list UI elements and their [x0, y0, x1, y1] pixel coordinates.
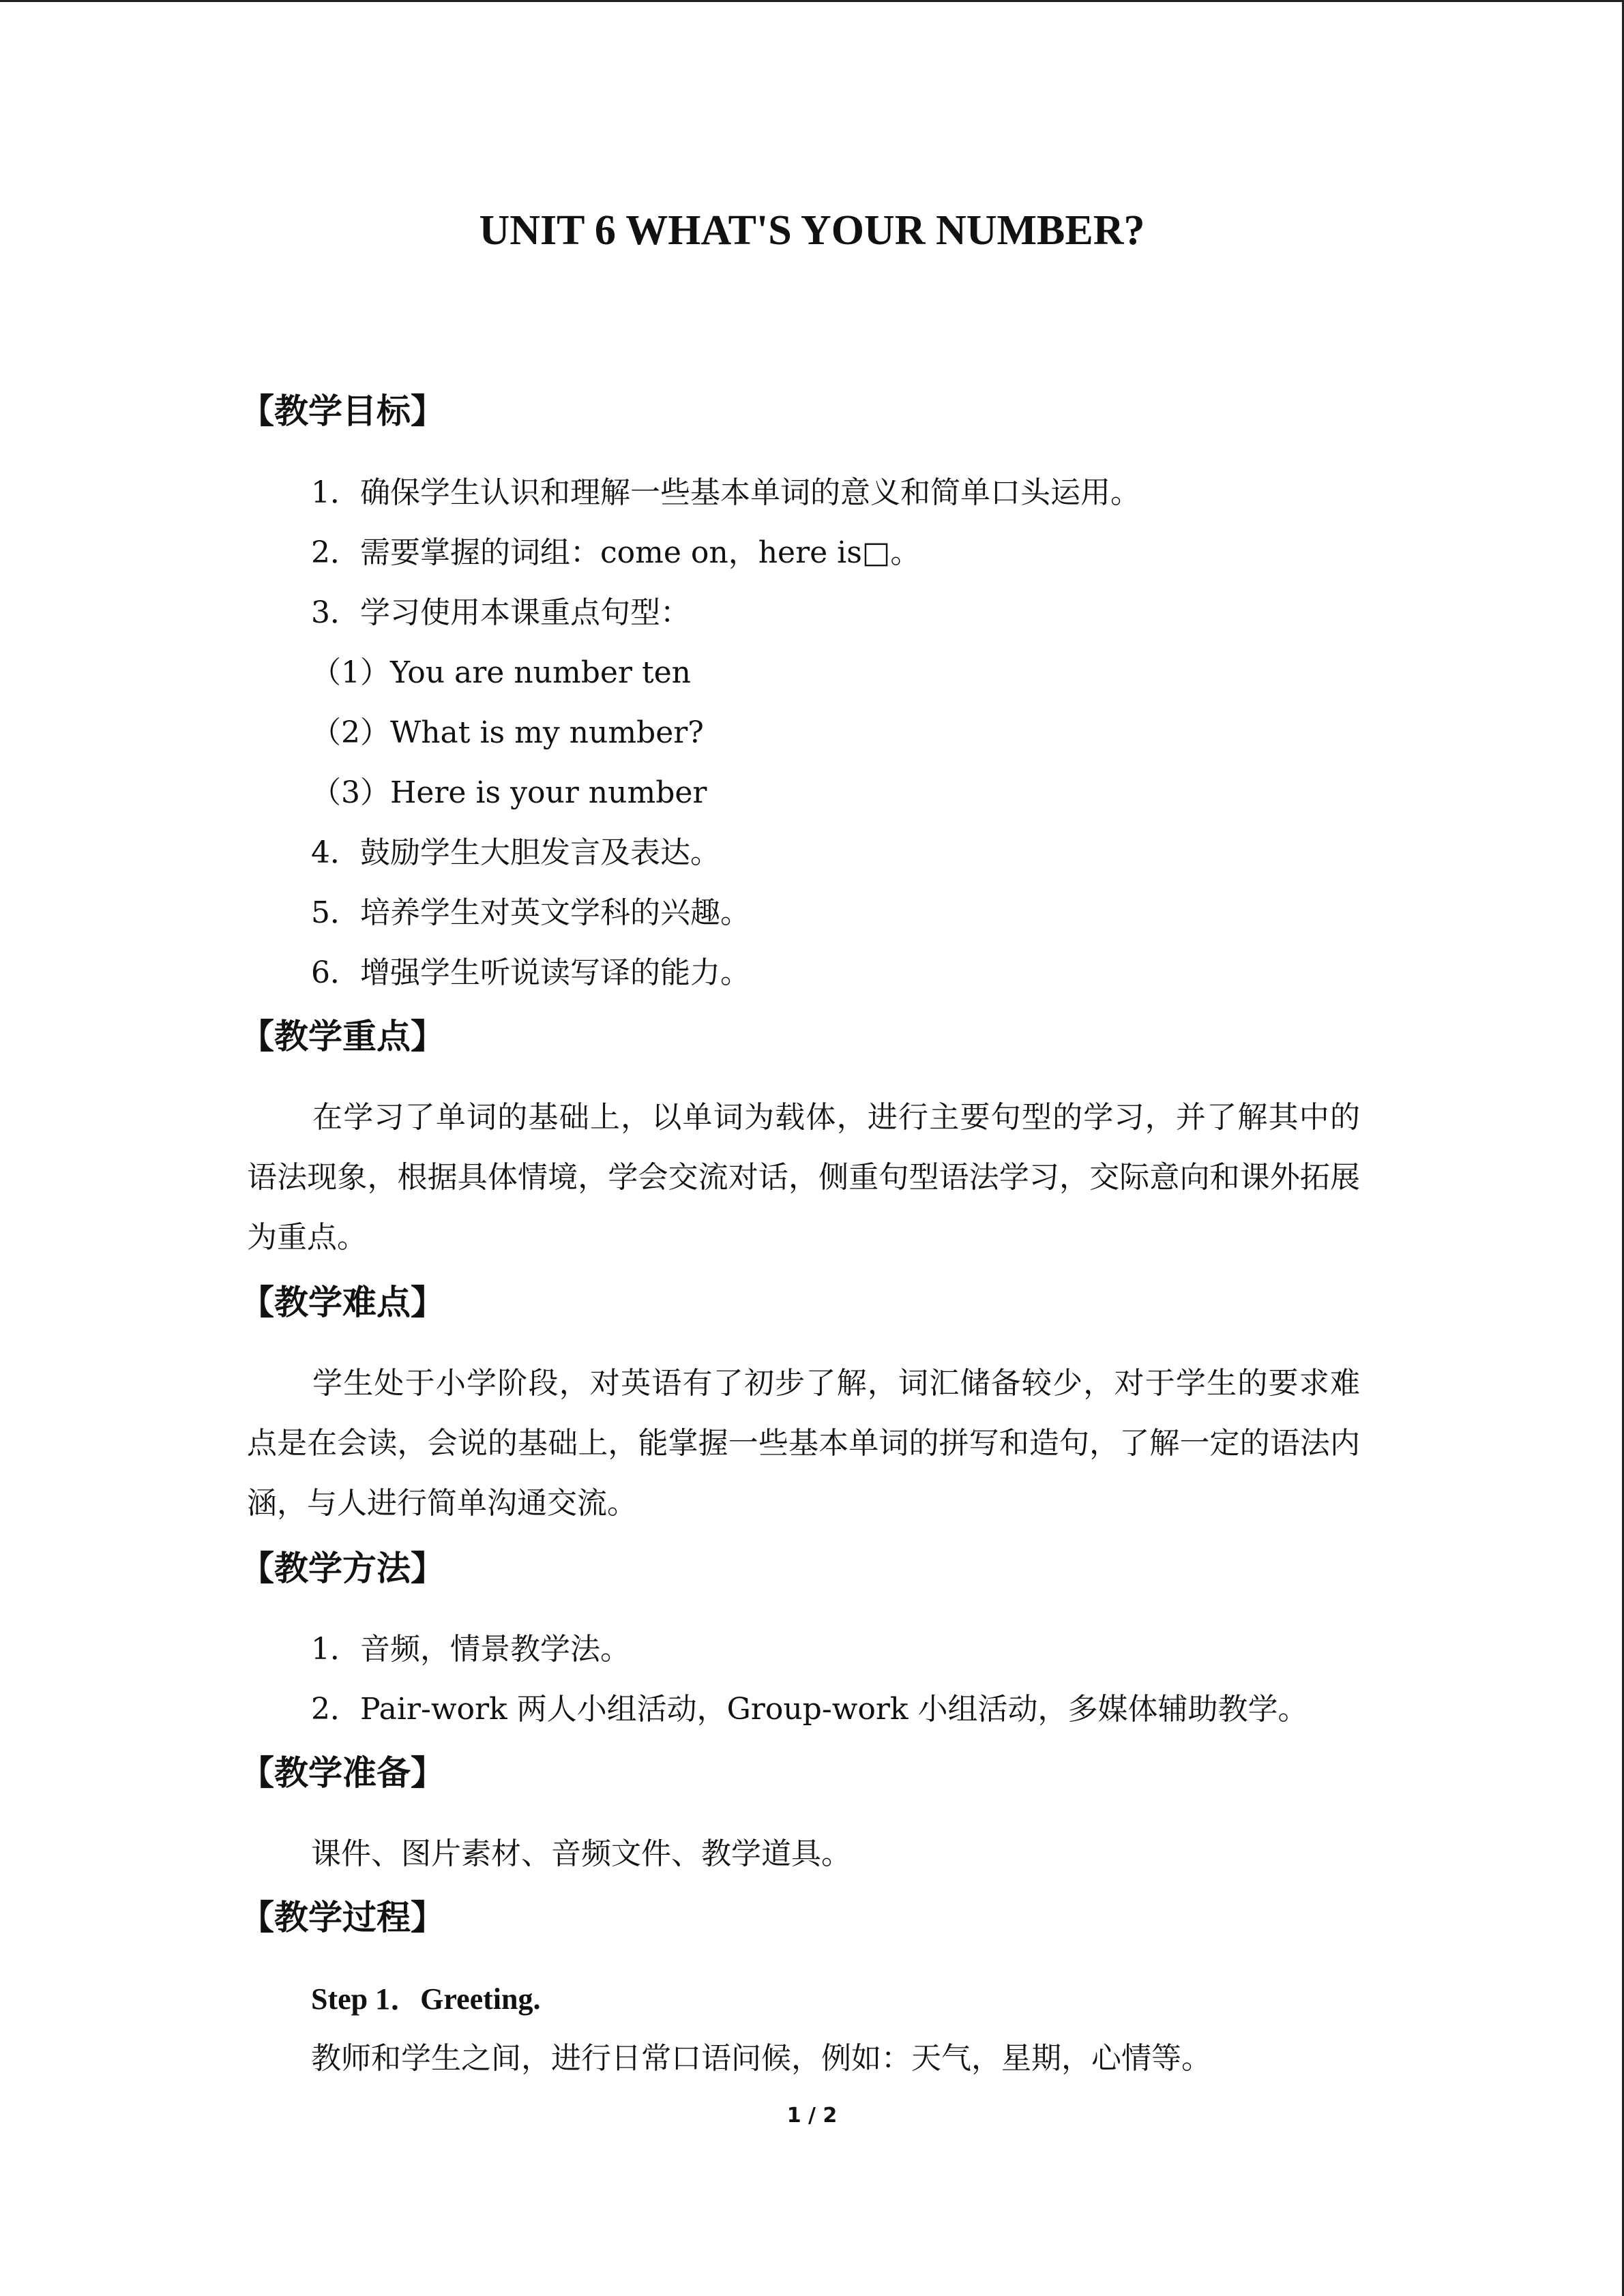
objective-subitem: （1）You are number ten: [311, 655, 692, 690]
preparation-text: 课件、图片素材、音频文件、教学道具。: [311, 1836, 851, 1871]
method-item: 2．Pair-work 两人小组活动，Group-work 小组活动，多媒体辅助教学。: [311, 1692, 1308, 1727]
objective-item: 2．需要掌握的词组：come on，here is□。: [311, 535, 921, 570]
heading-methods: 【教学方法】: [240, 1549, 445, 1588]
method-item: 1．音频，情景教学法。: [311, 1632, 630, 1667]
key-points-paragraph: 在学习了单词的基础上，以单词为载体，进行主要句型的学习，并了解其中的语法现象，根据具体情境，学会交流对话，侧重句型语法学习，交际意向和课外拓展为重点。: [247, 1100, 1360, 1255]
objective-subitem: （2）What is my number?: [311, 715, 704, 750]
objective-subitem: （3）Here is your number: [311, 775, 707, 810]
heading-key-points: 【教学重点】: [240, 1017, 445, 1056]
objective-item: 1．确保学生认识和理解一些基本单词的意义和简单口头运用。: [311, 475, 1140, 510]
heading-preparation: 【教学准备】: [240, 1753, 445, 1793]
difficulties-paragraph: 学生处于小学阶段，对英语有了初步了解，词汇储备较少，对于学生的要求难点是在会读，会说的基础上，能掌握一些基本单词的拼写和造句，了解一定的语法内涵，与人进行简单沟通交流。: [247, 1366, 1360, 1521]
objective-item: 6．增强学生听说读写译的能力。: [311, 955, 750, 990]
page-number: 1 / 2: [786, 2104, 838, 2128]
heading-objectives: 【教学目标】: [240, 391, 445, 431]
objective-item: 5．培养学生对英文学科的兴趣。: [311, 895, 750, 930]
heading-process: 【教学过程】: [240, 1898, 445, 1937]
objective-item: 4．鼓励学生大胆发言及表达。: [311, 835, 720, 870]
page-title: UNIT 6 WHAT'S YOUR NUMBER?: [479, 207, 1145, 254]
step-text: 教师和学生之间，进行日常口语问候，例如：天气，星期，心情等。: [311, 2041, 1211, 2076]
heading-difficulties: 【教学难点】: [240, 1283, 445, 1322]
step-title: Step 1．Greeting.: [311, 1982, 541, 2016]
objective-item: 3．学习使用本课重点句型：: [311, 595, 690, 630]
